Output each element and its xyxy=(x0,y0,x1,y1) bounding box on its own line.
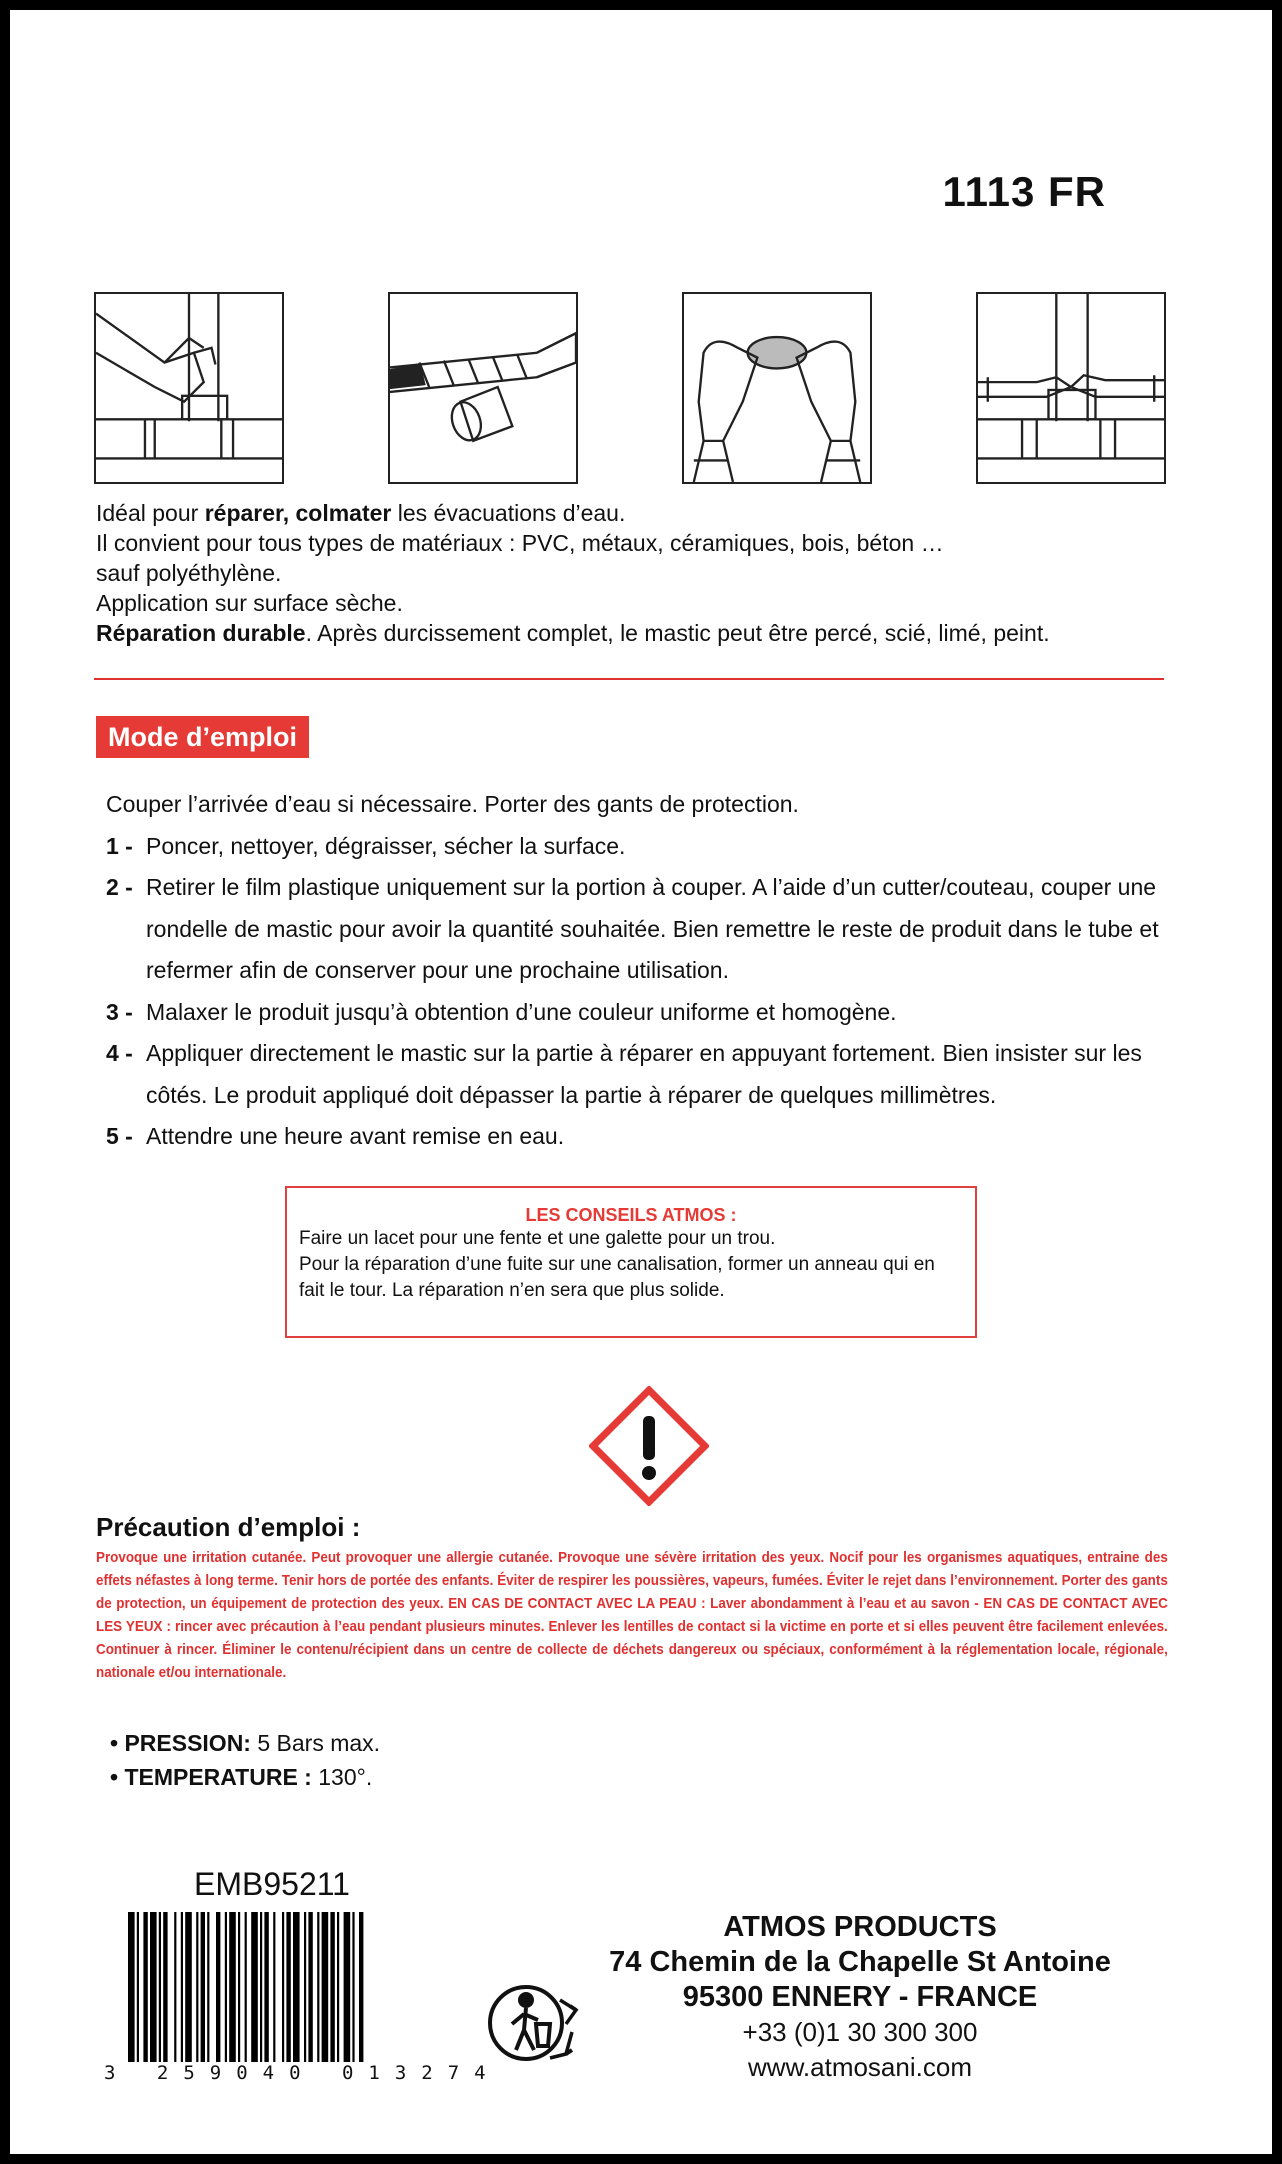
barcode-bar xyxy=(251,1912,258,2062)
intro-text xyxy=(96,498,1196,648)
barcode-bar xyxy=(137,1912,139,2062)
pictogram-cutter-icon xyxy=(388,292,578,484)
barcode-icon xyxy=(128,1912,444,2062)
company-street: 74 Chemin de la Chapelle St Antoine xyxy=(609,1946,1111,1978)
instruction-step: 3 - Malaxer le produit jusqu’à obtention d’une couleur uniforme et homogène. xyxy=(106,998,897,1025)
barcode-bar xyxy=(181,1912,183,2062)
barcode-bar xyxy=(322,1912,329,2062)
pictogram-apply-pipe-icon xyxy=(976,292,1166,484)
barcode-bar xyxy=(185,1912,192,2062)
product-code: 1113 FR xyxy=(942,168,1106,215)
barcode-bar xyxy=(238,1912,240,2062)
barcode-bar xyxy=(337,1912,339,2062)
tips-box xyxy=(285,1186,977,1338)
barcode-bar xyxy=(216,1912,220,2062)
barcode-bar xyxy=(207,1912,209,2062)
barcode-bar xyxy=(260,1912,262,2062)
barcode-bar xyxy=(286,1912,290,2062)
precaution-text: Provoque une irritation cutanée. Peut provoquer une allergie cutanée. Provoque une sévère irritation des yeux. Nocif pour les organismes aquatiques, entraine des effets néfastes à long terme. Tenir hors de portée des enfants. Éviter de respirer les poussières, vapeurs, fumées. Éviter le rejet dans l’environnement. Porter des gants de protection, un équipement de protection des yeux. EN CAS DE CONTACT AVEC LA PEAU : Laver abondamment à l’eau et au savon - EN CAS DE CONTACT AVEC LES YEUX : rincer avec précaution à l’eau pendant plusieurs minutes. Enlever les lentilles de contact si la victime en porte et si elles peuvent être facilement enlevées. Continuer à rincer. Éliminer le contenu/récipient dans un centre de collecte de déchets dangereux ou spéciaux, conformément à la réglementation locale, régionale, nationale et/ou internationale. xyxy=(96,1550,1168,1681)
barcode-bar xyxy=(229,1912,236,2062)
barcode-bar xyxy=(159,1912,161,2062)
instruction-step: 4 - Appliquer directement le mastic sur la partie à réparer en appuyant fortement. Bien insister sur les côtés. Le produit appliqué doit dépasser la partie à réparer de quelques millimètres. xyxy=(106,1040,1142,1108)
barcode-bar xyxy=(308,1912,312,2062)
instruction-intro: Couper l’arrivée d’eau si nécessaire. Porter des gants de protection. xyxy=(106,791,799,817)
spec-temperature: • TEMPERATURE : 130°. xyxy=(110,1764,373,1790)
company-name: ATMOS PRODUCTS xyxy=(723,1911,997,1943)
mode-emploi-title: Mode d’emploi xyxy=(96,716,309,758)
company-city: 95300 ENNERY - FRANCE xyxy=(682,1981,1038,2013)
barcode-bar xyxy=(352,1912,354,2062)
barcode-bar xyxy=(359,1912,363,2062)
ghs-exclamation-hazard-icon xyxy=(589,1386,709,1506)
intro-line-5: Réparation durable. Après durcissement complet, le mastic peut être percé, scié, limé, peint. xyxy=(96,620,1050,646)
barcode-bar xyxy=(344,1912,351,2062)
barcode-bar xyxy=(245,1912,247,2062)
company-phone: +33 (0)1 30 300 300 xyxy=(742,2017,978,2047)
barcode-bar xyxy=(282,1912,284,2062)
spec-pression: • PRESSION: 5 Bars max. xyxy=(110,1730,381,1756)
tips-line-2: Pour la réparation d’une fuite sur une canalisation, former un anneau qui en fait le tour. La réparation n’en sera que plus solide. xyxy=(299,1254,935,1301)
barcode-bar xyxy=(330,1912,334,2062)
precaution-title: Précaution d’emploi : xyxy=(96,1512,361,1542)
barcode-bar xyxy=(143,1912,147,2062)
barcode-bar xyxy=(273,1912,275,2062)
intro-line-3: sauf polyéthylène. xyxy=(96,560,282,586)
pictogram-hand-pipe-icon xyxy=(94,292,284,484)
barcode-digits: 3 259040 013274 xyxy=(104,2062,501,2084)
instruction-step: 2 - Retirer le film plastique uniquement sur la portion à couper. A l’aide d’un cutter/couteau, couper une rondelle de mastic pour avoir la quantité souhaitée. Bien remettre le reste de produit dans le tube et refermer afin de conserver pour une prochaine utilisation. xyxy=(106,874,1159,983)
barcode-bar xyxy=(317,1912,319,2062)
barcode-bar xyxy=(163,1912,167,2062)
barcode-bar xyxy=(293,1912,300,2062)
red-divider xyxy=(94,678,1164,680)
emb-code: EMB95211 xyxy=(194,1866,350,1902)
barcode-bar xyxy=(196,1912,198,2062)
company-website: www.atmosani.com xyxy=(748,2052,972,2082)
barcode-bar xyxy=(201,1912,205,2062)
barcode-bar xyxy=(128,1912,135,2062)
instruction-step: 5 - Attendre une heure avant remise en eau. xyxy=(106,1123,565,1149)
company-address xyxy=(560,1910,1160,2085)
barcode-bar xyxy=(304,1912,306,2062)
barcode-bar xyxy=(225,1912,227,2062)
barcode-bar xyxy=(174,1912,176,2062)
barcode-bar xyxy=(150,1912,157,2062)
barcode-bar xyxy=(264,1912,268,2062)
instructions-list xyxy=(106,784,1186,1158)
tips-line-1: Faire un lacet pour une fente et une galette pour un trou. xyxy=(299,1228,776,1249)
intro-line-4: Application sur surface sèche. xyxy=(96,590,403,616)
instruction-step: 1 - Poncer, nettoyer, dégraisser, sécher la surface. xyxy=(106,832,626,859)
pictogram-kneading-icon xyxy=(682,292,872,484)
intro-line-2: Il convient pour tous types de matériaux : PVC, métaux, céramiques, bois, béton … xyxy=(96,530,944,556)
intro-line-1: Idéal pour réparer, colmater les évacuations d’eau. xyxy=(96,500,626,526)
specs-list xyxy=(110,1726,380,1794)
tips-title: LES CONSEILS ATMOS : xyxy=(525,1205,737,1225)
